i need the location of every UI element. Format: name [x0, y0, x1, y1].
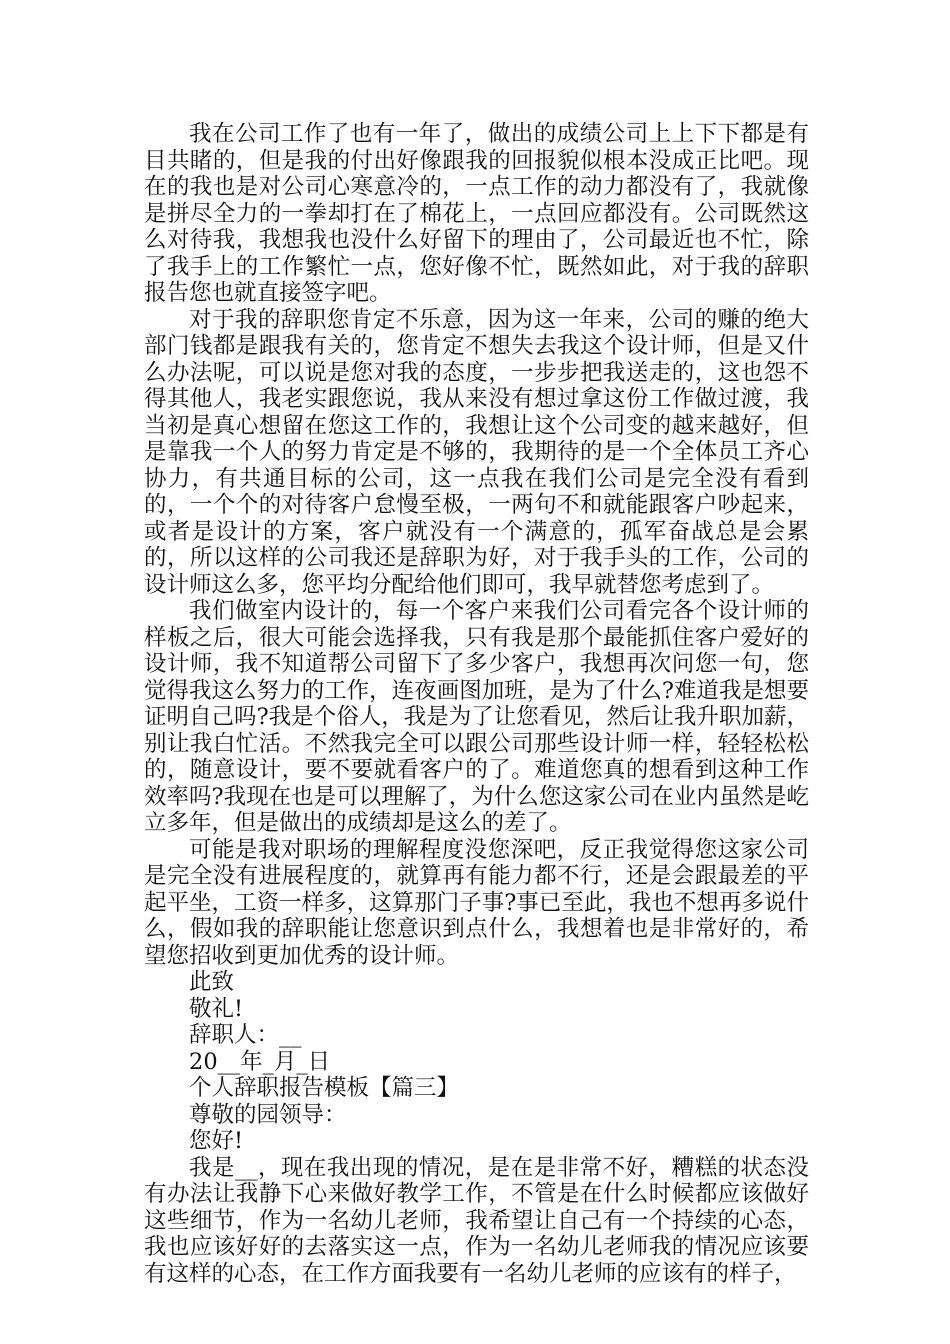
closing-respect: 敬礼! — [189, 995, 244, 1022]
recipient-line: 尊敬的园领导： — [189, 1101, 347, 1128]
hello-line: 您好! — [189, 1128, 244, 1154]
signer-line: 辞职人：__ — [189, 1022, 302, 1048]
document-body — [144, 121, 809, 1287]
paragraph-5: 我是__，现在我出现的情况，是在是非常不好，糟糕的状态没有办法让我静下心来做好教学工作，不管是在什么时候都应该做好这些细节，作为一名幼儿老师，我希望让自己有一个持续的心态，我也应该好好的去落实这一点，作为一名幼儿老师我的情况应该要有这样的心态，在工作方面我要有一名幼儿老师的应该有的样子， — [144, 1154, 809, 1287]
paragraph-1: 我在公司工作了也有一年了，做出的成绩公司上上下下都是有目共睹的，但是我的付出好像跟我的回报貌似根本没成正比吧。现在的我也是对公司心寒意冷的，一点工作的动力都没有了，我就像是拼尽全力的一拳却打在了棉花上，一点回应都没有。公司既然这么对待我，我想我也没什么好留下的理由了，公司最近也不忙，除了我手上的工作繁忙一点，您好像不忙，既然如此，对于我的辞职报告您也就直接签字吧。 — [144, 121, 809, 306]
paragraph-3: 我们做室内设计的，每一个客户来我们公司看完各个设计师的样板之后，很大可能会选择我，只有我是那个最能抓住客户爱好的设计师，我不知道帮公司留下了多少客户，我想再次问您一句，您觉得我这么努力的工作，连夜画图加班，是为了什么?难道我是想要证明自己吗?我是个俗人，我是为了让您看见，然后让我升职加薪，别让我白忙活。不然我完全可以跟公司那些设计师一样，轻轻松松的，随意设计，要不要就看客户的了。难道您真的想看到这种工作效率吗?我现在也是可以理解了，为什么您这家公司在业内虽然是屹立多年，但是做出的成绩却是这么的差了。 — [144, 598, 809, 836]
section-title: 个人辞职报告模板【篇三】 — [189, 1075, 460, 1101]
paragraph-2: 对于我的辞职您肯定不乐意，因为这一年来，公司的赚的绝大部门钱都是跟我有关的，您肯定不想失去我这个设计师，但是又什么办法呢，可以说是您对我的态度，一步步把我送走的，这也怨不得其他人，我老实跟您说，我从来没有想过拿这份工作做过渡，我当初是真心想留在您这工作的，我想让这个公司变的越来越好，但是靠我一个人的努力肯定是不够的，我期待的是一个全体员工齐心协力，有共通目标的公司，这一点我在我们公司是完全没有看到的，一个个的对待客户怠慢至极，一两句不和就能跟客户吵起来，或者是设计的方案，客户就没有一个满意的，孤军奋战总是会累的，所以这样的公司我还是辞职为好，对于我手头的工作，公司的设计师这么多，您平均分配给他们即可，我早就替您考虑到了。 — [144, 306, 809, 598]
closing-salutation: 此致 — [189, 969, 235, 995]
date-line: 20__年_月_日 — [189, 1048, 331, 1075]
paragraph-4: 可能是我对职场的理解程度没您深吧，反正我觉得您这家公司是完全没有进展程度的，就算再有能力都不行，还是会跟最差的平起平坐，工资一样多，这算那门子事?事已至此，我也不想再多说什么，假如我的辞职能让您意识到点什么，我想着也是非常好的，希望您招收到更加优秀的设计师。 — [144, 836, 809, 969]
